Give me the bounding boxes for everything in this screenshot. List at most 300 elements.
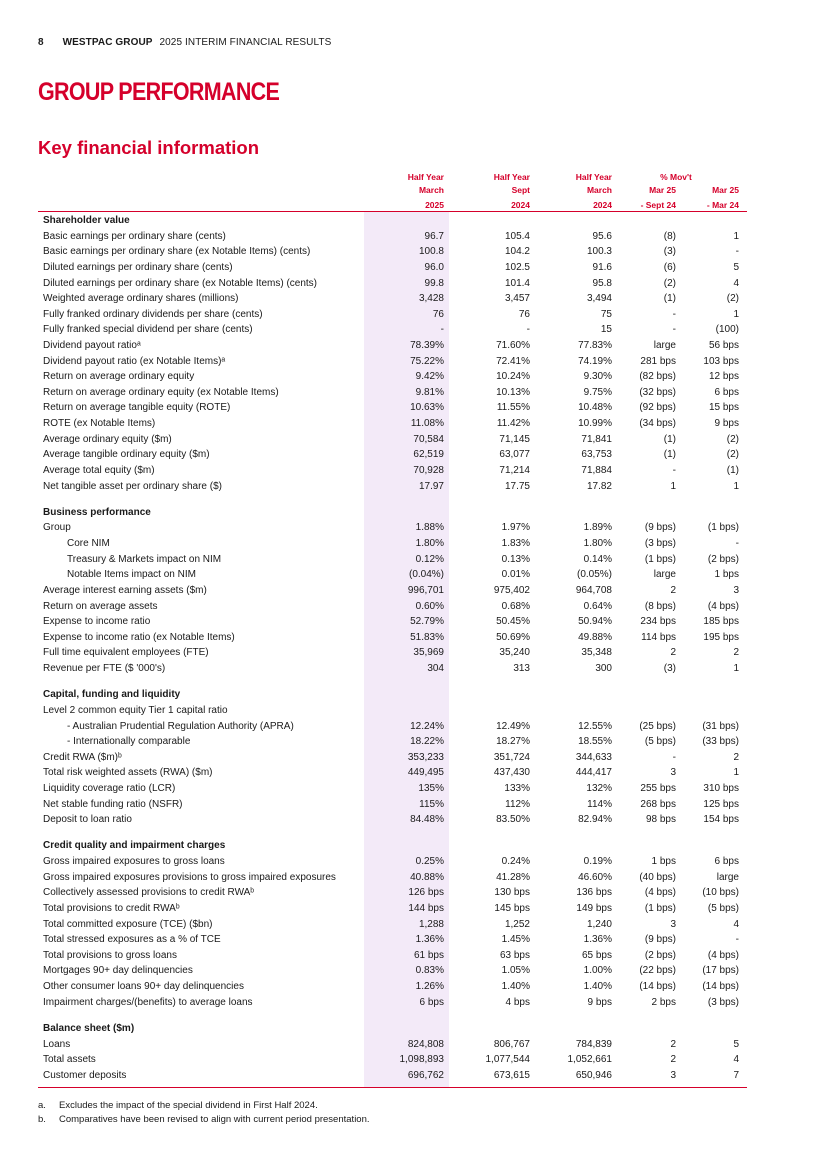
cell-c2: 1.05% <box>501 965 530 977</box>
table-row <box>0 781 825 796</box>
cell-c1: 9.42% <box>415 371 444 383</box>
cell-c2: 71,145 <box>499 433 530 445</box>
cell-c1: 304 <box>427 663 444 674</box>
cell-c1: 76 <box>432 308 444 320</box>
cell-c5: 1 <box>733 663 739 674</box>
cell-c2: 313 <box>513 663 530 674</box>
row-label: Other consumer loans 90+ day delinquencies <box>43 981 244 992</box>
cell-c2: 17.75 <box>504 480 530 492</box>
cell-c5: 15 bps <box>708 402 739 414</box>
cell-c1: 1,288 <box>418 918 444 930</box>
cell-c1: 70,584 <box>413 433 444 445</box>
cell-c4: 234 bps <box>640 616 676 628</box>
table-section-heading <box>0 213 825 228</box>
table-section-heading <box>0 838 825 853</box>
cell-c2: 11.42% <box>496 418 530 430</box>
row-label: Total committed exposure (TCE) ($bn) <box>43 918 213 930</box>
cell-c5: 185 bps <box>703 616 739 628</box>
cell-c3: 77.83% <box>578 340 612 351</box>
table-bottom-rule <box>38 1087 747 1088</box>
col-header-c1-line2: March <box>418 185 444 195</box>
cell-c2: 72.41% <box>496 355 530 367</box>
cell-c2: 112% <box>505 798 530 810</box>
cell-c5: (3 bps) <box>707 996 739 1008</box>
cell-c1: (0.04%) <box>408 569 444 581</box>
table-row <box>0 567 825 582</box>
cell-c1: 96.0 <box>424 261 444 273</box>
cell-c5: 5 <box>733 261 739 273</box>
cell-c3: 1.80% <box>583 538 612 549</box>
cell-c1: - <box>440 324 444 336</box>
cell-c3: 91.6 <box>592 261 612 273</box>
table-row <box>0 276 825 291</box>
row-label: Net tangible asset per ordinary share ($) <box>43 480 222 492</box>
cell-c4: (2) <box>663 277 676 289</box>
cell-c2: 12.49% <box>496 720 530 732</box>
cell-c2: 105.4 <box>504 230 530 242</box>
cell-c3: 71,884 <box>581 464 612 476</box>
cell-c1: 1.80% <box>415 538 444 549</box>
cell-c1: 0.60% <box>415 600 444 612</box>
cell-c4: 3 <box>670 1069 676 1081</box>
cell-c5: 4 <box>733 277 739 289</box>
cell-c3: 50.94% <box>578 616 612 628</box>
col-header-c4-line1: Mar 25 <box>649 185 676 195</box>
col-header-c4-line2: - Sept 24 <box>640 200 676 210</box>
table-row <box>0 291 825 306</box>
footnote-a <box>38 1099 370 1113</box>
cell-c1: 1.88% <box>415 522 444 534</box>
row-label: Liquidity coverage ratio (LCR) <box>43 782 176 794</box>
cell-c4: (32 bps) <box>639 386 676 398</box>
cell-c4: (34 bps) <box>639 418 676 430</box>
cell-c5: 1 <box>733 480 739 492</box>
row-label: Collectively assessed provisions to credit RWAᵇ <box>43 887 255 899</box>
cell-c2: 130 bps <box>494 887 530 899</box>
cell-c2: 71.60% <box>496 340 530 351</box>
col-header-c3-line1: Half Year <box>575 172 612 182</box>
cell-c4: (8) <box>663 230 676 242</box>
col-header-c2-line3: 2024 <box>511 200 530 210</box>
cell-c4: large <box>653 340 676 351</box>
cell-c4: - <box>672 324 676 336</box>
table-row <box>0 1052 825 1067</box>
cell-c3: 9.30% <box>583 371 612 383</box>
cell-c4: 1 <box>670 480 676 492</box>
cell-c5: 6 bps <box>714 856 739 867</box>
cell-c5: 9 bps <box>714 418 739 430</box>
row-label: Total assets <box>43 1054 96 1066</box>
row-label: Basic earnings per ordinary share (ex Notable Items) (cents) <box>43 246 311 258</box>
cell-c2: 63 bps <box>499 949 530 961</box>
table-row <box>0 765 825 780</box>
table-row <box>0 812 825 827</box>
page-subtitle: Key financial information <box>38 137 260 158</box>
cell-c5: (100) <box>715 324 739 336</box>
cell-c2: 10.13% <box>496 386 530 398</box>
table-row <box>0 614 825 629</box>
cell-c2: 975,402 <box>493 584 530 596</box>
cell-c5: - <box>735 246 739 258</box>
header-doc-title: 2025 INTERIM FINANCIAL RESULTS <box>159 37 332 48</box>
cell-c4: 268 bps <box>640 798 676 810</box>
table-row <box>0 995 825 1010</box>
row-label: Dividend payout ratio (ex Notable Items)ᵃ <box>43 355 226 367</box>
row-label: Average ordinary equity ($m) <box>43 433 172 445</box>
cell-c1: 18.22% <box>410 736 444 748</box>
table-row <box>0 369 825 384</box>
row-label: Mortgages 90+ day delinquencies <box>43 965 193 977</box>
table-row <box>0 734 825 749</box>
cell-c3: 18.55% <box>578 736 612 748</box>
row-label: Return on average ordinary equity (ex Notable Items) <box>43 386 279 398</box>
table-row <box>0 885 825 900</box>
cell-c1: 96.7 <box>424 230 444 242</box>
cell-c2: 3,457 <box>504 293 530 305</box>
cell-c4: (82 bps) <box>639 371 676 383</box>
cell-c3: 95.8 <box>592 277 612 289</box>
cell-c3: 650,946 <box>575 1069 612 1081</box>
row-label: Average total equity ($m) <box>43 464 155 476</box>
cell-c1: 84.48% <box>410 814 444 826</box>
table-row <box>0 322 825 337</box>
row-label: Business performance <box>43 506 151 518</box>
cell-c3: 784,839 <box>575 1038 612 1050</box>
col-header-c2-line1: Half Year <box>493 172 530 182</box>
cell-c1: 0.12% <box>415 553 444 565</box>
cell-c5: 56 bps <box>708 340 739 351</box>
row-label: Return on average assets <box>43 600 158 612</box>
cell-c5: (2) <box>726 293 739 305</box>
cell-c5: 103 bps <box>703 355 739 367</box>
cell-c4: (9 bps) <box>644 522 676 534</box>
cell-c4: (1 bps) <box>644 553 676 565</box>
cell-c4: (5 bps) <box>644 736 676 748</box>
cell-c5: - <box>735 538 739 549</box>
row-label: Total stressed exposures as a % of TCE <box>43 934 221 946</box>
cell-c3: 9 bps <box>587 996 612 1008</box>
row-label: Impairment charges/(benefits) to average loans <box>43 996 253 1008</box>
cell-c5: (2) <box>726 433 739 445</box>
row-label: Total provisions to credit RWAᵇ <box>43 902 180 914</box>
cell-c5: 1 <box>733 230 739 242</box>
cell-c4: (1 bps) <box>644 902 676 914</box>
cell-c5: 2 <box>733 647 739 659</box>
cell-c2: 1,252 <box>504 918 530 930</box>
cell-c2: 0.24% <box>501 856 530 867</box>
cell-c1: 115% <box>419 798 444 810</box>
table-row <box>0 870 825 885</box>
cell-c5: (4 bps) <box>707 949 739 961</box>
row-label: Notable Items impact on NIM <box>67 569 196 581</box>
cell-c2: 0.13% <box>501 553 530 565</box>
row-label: Dividend payout ratioᵃ <box>43 340 141 351</box>
cell-c4: (3) <box>663 663 676 674</box>
cell-c1: 996,701 <box>407 584 444 596</box>
row-label: Total risk weighted assets (RWA) ($m) <box>43 767 213 779</box>
col-header-movement: % Mov't <box>660 172 692 182</box>
cell-c1: 1,098,893 <box>399 1054 444 1066</box>
cell-c5: (2) <box>726 449 739 461</box>
cell-c2: 83.50% <box>496 814 530 826</box>
footnote-text: Comparatives have been revised to align with current period presentation. <box>59 1114 370 1125</box>
table-row <box>0 599 825 614</box>
cell-c4: (2 bps) <box>644 949 676 961</box>
cell-c3: 12.55% <box>578 720 612 732</box>
cell-c4: 2 <box>670 647 676 659</box>
table-row <box>0 385 825 400</box>
cell-c3: 100.3 <box>586 246 612 258</box>
row-label: Revenue per FTE ($ '000's) <box>43 663 166 674</box>
row-label: Balance sheet ($m) <box>43 1022 135 1034</box>
row-label: Loans <box>43 1038 71 1050</box>
cell-c4: large <box>653 569 676 581</box>
cell-c5: 3 <box>733 584 739 596</box>
cell-c5: (2 bps) <box>707 553 739 565</box>
cell-c3: 15 <box>600 324 612 336</box>
table-row <box>0 979 825 994</box>
row-label: Weighted average ordinary shares (millions) <box>43 293 239 305</box>
table-section-heading <box>0 1021 825 1036</box>
row-label: Gross impaired exposures to gross loans <box>43 856 225 867</box>
col-header-c1-line3: 2025 <box>425 200 444 210</box>
table-row <box>0 479 825 494</box>
cell-c4: 281 bps <box>640 355 676 367</box>
col-header-c5-line2: - Mar 24 <box>706 200 739 210</box>
cell-c5: 1 bps <box>714 569 739 581</box>
row-label: - Internationally comparable <box>67 736 191 748</box>
row-label: Level 2 common equity Tier 1 capital ratio <box>43 704 228 716</box>
cell-c2: 18.27% <box>496 736 530 748</box>
footnotes <box>38 1099 370 1127</box>
cell-c1: 1.36% <box>415 934 444 946</box>
table-row <box>0 338 825 353</box>
cell-c4: (4 bps) <box>644 887 676 899</box>
cell-c5: 12 bps <box>708 371 739 383</box>
cell-c3: 74.19% <box>578 355 612 367</box>
table-header-rule <box>38 211 747 212</box>
cell-c5: 2 <box>733 751 739 763</box>
table-row <box>0 244 825 259</box>
row-label: Return on average tangible equity (ROTE) <box>43 402 231 414</box>
cell-c4: 2 <box>670 1038 676 1050</box>
cell-c3: 35,348 <box>581 647 612 659</box>
cell-c3: 95.6 <box>592 230 612 242</box>
table-row <box>0 354 825 369</box>
cell-c5: 310 bps <box>703 782 739 794</box>
row-label: Customer deposits <box>43 1069 127 1081</box>
row-label: Group <box>43 522 71 534</box>
page-header <box>38 37 331 48</box>
row-label: Gross impaired exposures provisions to gross impaired exposures <box>43 871 336 883</box>
col-header-c3-line2: March <box>586 185 612 195</box>
cell-c3: 1.36% <box>583 934 612 946</box>
row-label: Net stable funding ratio (NSFR) <box>43 798 183 810</box>
table-row <box>0 932 825 947</box>
row-label: Diluted earnings per ordinary share (ex Notable Items) (cents) <box>43 277 318 289</box>
cell-c2: 10.24% <box>496 371 530 383</box>
cell-c3: 1.89% <box>583 522 612 534</box>
table-row <box>0 536 825 551</box>
cell-c4: (22 bps) <box>639 965 676 977</box>
cell-c1: 70,928 <box>413 464 444 476</box>
cell-c5: 4 <box>733 1054 739 1066</box>
table-header <box>0 169 825 213</box>
cell-c1: 100.8 <box>418 246 444 258</box>
cell-c4: (3) <box>663 246 676 258</box>
cell-c1: 0.25% <box>415 856 444 867</box>
cell-c4: 2 bps <box>651 996 676 1008</box>
cell-c1: 696,762 <box>407 1069 444 1081</box>
cell-c2: 1.45% <box>501 934 530 946</box>
header-group-name: WESTPAC GROUP <box>62 37 153 48</box>
cell-c5: (1) <box>726 464 739 476</box>
row-label: Fully franked ordinary dividends per share (cents) <box>43 308 263 320</box>
cell-c5: 6 bps <box>714 386 739 398</box>
cell-c4: - <box>672 464 676 476</box>
cell-c3: 136 bps <box>576 887 612 899</box>
cell-c4: - <box>672 751 676 763</box>
cell-c3: 49.88% <box>578 631 612 643</box>
table-row <box>0 447 825 462</box>
cell-c2: 437,430 <box>493 767 530 779</box>
cell-c2: 1.40% <box>501 981 530 992</box>
cell-c1: 52.79% <box>410 616 444 628</box>
cell-c5: 7 <box>733 1069 739 1081</box>
cell-c3: 10.99% <box>578 418 612 430</box>
col-header-c3-line3: 2024 <box>593 200 612 210</box>
cell-c3: 63,753 <box>581 449 612 461</box>
cell-c1: 12.24% <box>410 720 444 732</box>
cell-c1: 61 bps <box>413 949 444 961</box>
row-label: - Australian Prudential Regulation Authority (APRA) <box>67 720 294 732</box>
cell-c2: 101.4 <box>504 277 530 289</box>
cell-c1: 35,969 <box>413 647 444 659</box>
table-row <box>0 552 825 567</box>
footnote-b <box>38 1113 370 1127</box>
cell-c5: (1 bps) <box>707 522 739 534</box>
cell-c5: 125 bps <box>703 798 739 810</box>
cell-c3: 114% <box>587 798 612 810</box>
cell-c1: 17.97 <box>418 480 444 492</box>
cell-c5: 5 <box>733 1038 739 1050</box>
cell-c4: (8 bps) <box>644 600 676 612</box>
cell-c2: 1,077,544 <box>485 1054 530 1066</box>
cell-c2: - <box>526 324 530 336</box>
cell-c1: 51.83% <box>410 631 444 643</box>
col-header-c5-line1: Mar 25 <box>712 185 739 195</box>
cell-c1: 126 bps <box>408 887 444 899</box>
cell-c2: 11.55% <box>496 402 530 414</box>
table-row <box>0 963 825 978</box>
table-row <box>0 948 825 963</box>
table-row <box>0 645 825 660</box>
row-label: Shareholder value <box>43 215 130 226</box>
footnote-marker: a. <box>38 1100 46 1111</box>
table-row <box>0 432 825 447</box>
cell-c3: 1.40% <box>583 981 612 992</box>
footnote-text: Excludes the impact of the special dividend in First Half 2024. <box>59 1100 318 1111</box>
cell-c3: 82.94% <box>578 814 612 826</box>
cell-c2: 133% <box>504 782 530 794</box>
cell-c5: (33 bps) <box>702 736 739 748</box>
cell-c3: 1,240 <box>586 918 612 930</box>
row-label: Total provisions to gross loans <box>43 949 177 961</box>
cell-c5: 154 bps <box>703 814 739 826</box>
cell-c4: (1) <box>663 449 676 461</box>
cell-c3: 1,052,661 <box>567 1054 612 1066</box>
cell-c4: (25 bps) <box>639 720 676 732</box>
cell-c2: 63,077 <box>499 449 530 461</box>
table-section-heading <box>0 505 825 520</box>
table-row <box>0 719 825 734</box>
cell-c3: 444,417 <box>575 767 612 779</box>
cell-c2: 0.68% <box>501 600 530 612</box>
cell-c4: (1) <box>663 293 676 305</box>
cell-c3: 344,633 <box>575 751 612 763</box>
cell-c5: 4 <box>733 918 739 930</box>
cell-c4: 3 <box>670 918 676 930</box>
cell-c5: (31 bps) <box>702 720 739 732</box>
cell-c1: 135% <box>418 782 444 794</box>
cell-c2: 50.45% <box>496 616 530 628</box>
cell-c2: 673,615 <box>493 1069 530 1081</box>
col-header-c2-line2: Sept <box>511 185 530 195</box>
cell-c5: 1 <box>733 767 739 779</box>
cell-c4: 114 bps <box>641 631 676 643</box>
cell-c1: 353,233 <box>407 751 444 763</box>
cell-c4: (1) <box>663 433 676 445</box>
cell-c5: (4 bps) <box>707 600 739 612</box>
row-label: ROTE (ex Notable Items) <box>43 418 156 430</box>
cell-c2: 76 <box>518 308 530 320</box>
cell-c2: 145 bps <box>494 902 530 914</box>
cell-c4: (6) <box>663 261 676 273</box>
table-section-heading <box>0 687 825 702</box>
cell-c3: 1.00% <box>583 965 612 977</box>
cell-c2: 1.97% <box>501 522 530 534</box>
cell-c3: 964,708 <box>575 584 612 596</box>
cell-c1: 3,428 <box>418 293 444 305</box>
row-label: Expense to income ratio (ex Notable Items) <box>43 631 235 643</box>
row-label: Average tangible ordinary equity ($m) <box>43 449 210 461</box>
table-row <box>0 661 825 676</box>
cell-c4: 1 bps <box>651 856 676 867</box>
cell-c3: 149 bps <box>576 902 612 914</box>
cell-c4: 98 bps <box>645 814 676 826</box>
cell-c3: 65 bps <box>581 949 612 961</box>
cell-c5: (10 bps) <box>702 887 739 899</box>
row-label: Credit RWA ($m)ᵇ <box>43 751 122 763</box>
cell-c2: 41.28% <box>496 871 530 883</box>
cell-c4: (9 bps) <box>644 934 676 946</box>
cell-c3: 0.19% <box>583 856 612 867</box>
cell-c4: (92 bps) <box>639 402 676 414</box>
table-row <box>0 1037 825 1052</box>
cell-c3: 75 <box>600 308 612 320</box>
table-row <box>0 1068 825 1083</box>
row-label: Treasury & Markets impact on NIM <box>67 553 222 565</box>
cell-c1: 10.63% <box>410 402 444 414</box>
cell-c3: 71,841 <box>581 433 612 445</box>
cell-c1: 144 bps <box>408 902 444 914</box>
cell-c3: 9.75% <box>583 386 612 398</box>
row-label: Return on average ordinary equity <box>43 371 195 383</box>
cell-c2: 1.83% <box>501 538 530 549</box>
cell-c1: 78.39% <box>410 340 444 351</box>
cell-c3: (0.05%) <box>576 569 612 581</box>
cell-c2: 71,214 <box>499 464 530 476</box>
